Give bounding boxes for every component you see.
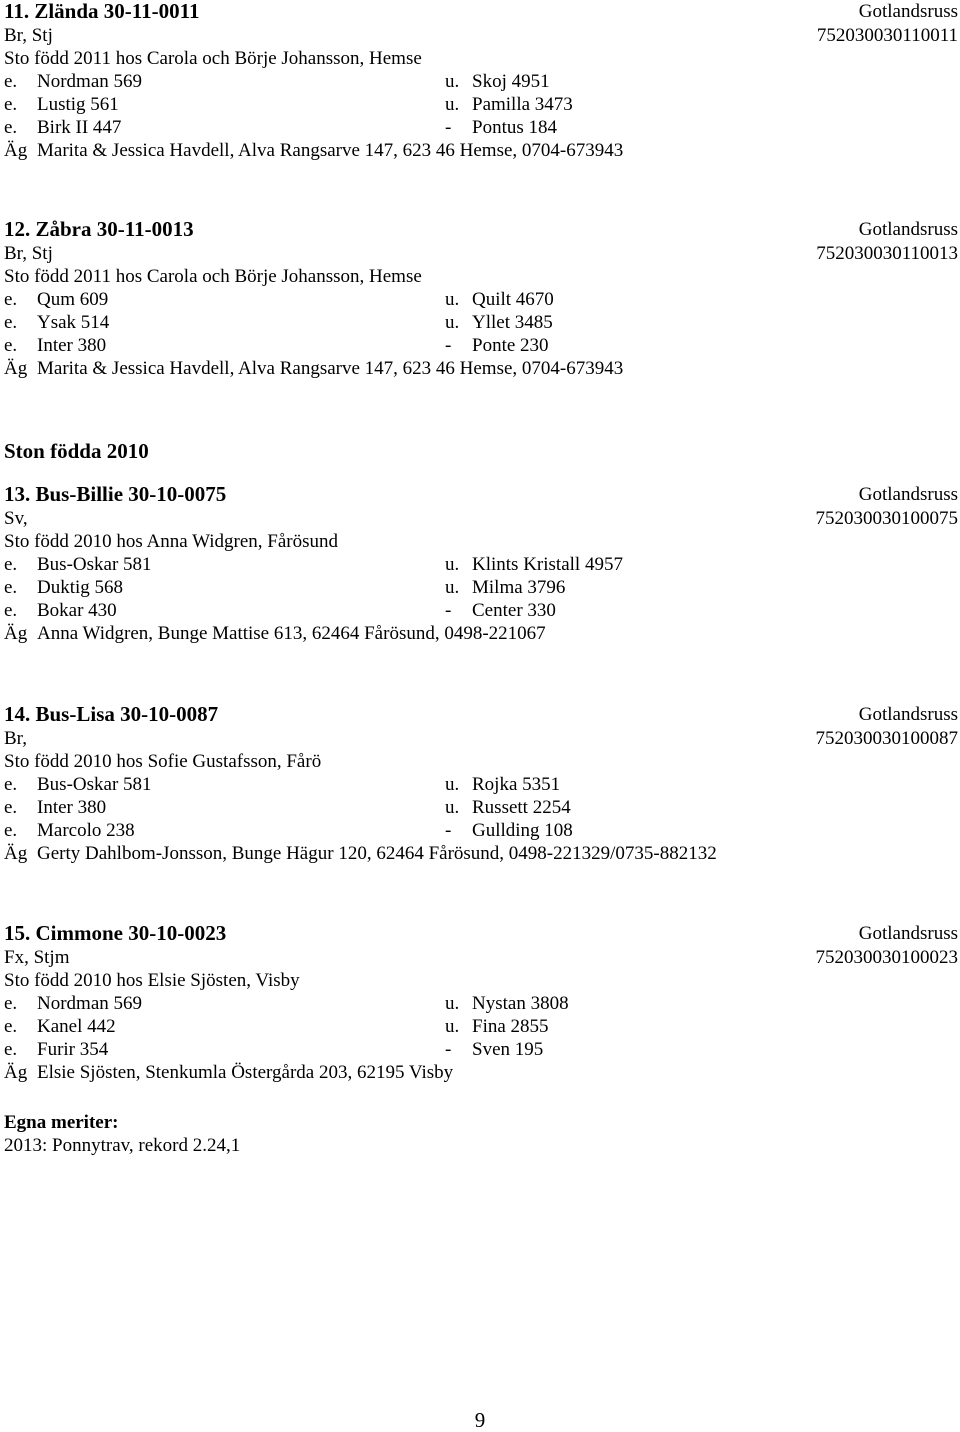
coat-color: Fx, Stjm: [4, 947, 70, 968]
coat-color: Sv,: [4, 508, 28, 529]
pedigree-row: e. Inter 380 - Ponte 230: [4, 335, 549, 356]
owner-row: [4, 842, 958, 865]
breed: Gotlandsruss: [858, 484, 958, 505]
coat-color: Br,: [4, 728, 27, 749]
grand-sire: Furir 354: [37, 1039, 109, 1060]
pedigree-row: e. Birk II 447 - Pontus 184: [4, 117, 557, 138]
dams-sire: Inter 380: [37, 797, 107, 818]
grand-dam-sire: Center 330: [472, 600, 556, 621]
breed: Gotlandsruss: [858, 923, 958, 944]
pedigree-row: e. Furir 354 - Sven 195: [4, 1039, 544, 1060]
pedigree-row: e. Inter 380 u. Russett 2254: [4, 797, 571, 818]
sire: Nordman 569: [37, 993, 143, 1014]
dams-sire: Duktig 568: [37, 577, 124, 598]
grand-sire: Birk II 447: [37, 117, 122, 138]
registration-number: 752030030100023: [815, 947, 958, 968]
owner-label: Äg: [4, 843, 28, 864]
horse-title: 14. Bus-Lisa 30-10-0087: [4, 702, 219, 726]
merits-heading: Egna meriter:: [4, 1112, 119, 1133]
dams-sire: Ysak 514: [37, 312, 110, 333]
owner-info: Marita & Jessica Havdell, Alva Rangsarve 147, 623 46 Hemse, 0704-673943: [37, 140, 624, 161]
owner-info: Gerty Dahlbom-Jonsson, Bunge Hägur 120, 62464 Fårösund, 0498-221329/0735-882132: [37, 843, 717, 864]
pedigree-row: e. Bus-Oskar 581 u. Rojka 5351: [4, 774, 561, 795]
dam: Rojka 5351: [472, 774, 561, 795]
dams-sire: Lustig 561: [37, 94, 119, 115]
owner-row: [4, 139, 958, 162]
sire: Nordman 569: [37, 71, 143, 92]
sire: Qum 609: [37, 289, 109, 310]
owner-row: [4, 622, 958, 645]
pedigree-row: e. Nordman 569 u. Skoj 4951: [4, 71, 550, 92]
owner-label: Äg: [4, 1062, 28, 1083]
horse-entry-15: [4, 922, 958, 1084]
owner-label: Äg: [4, 140, 28, 161]
merits-block: [4, 1111, 240, 1157]
registration-number: 752030030110011: [816, 25, 958, 46]
registration-number: 752030030100075: [815, 508, 958, 529]
pedigree-row: e. Bus-Oskar 581 u. Klints Kristall 4957: [4, 554, 623, 575]
coat-color: Br, Stj: [4, 243, 53, 264]
horse-title: 11. Zlända 30-11-0011: [4, 0, 200, 23]
owner-label: Äg: [4, 358, 28, 379]
section-heading: Ston födda 2010: [4, 439, 149, 463]
horse-entry-14: [4, 703, 958, 865]
sire: Bus-Oskar 581: [37, 774, 152, 795]
pedigree-row: e. Ysak 514 u. Yllet 3485: [4, 312, 553, 333]
horse-title: 13. Bus-Billie 30-10-0075: [4, 482, 227, 506]
birth-info: Sto född 2011 hos Carola och Börje Johansson, Hemse: [4, 48, 422, 69]
dams-dam: Milma 3796: [472, 577, 566, 598]
grand-dam-sire: Sven 195: [472, 1039, 544, 1060]
grand-dam-sire: Gullding 108: [472, 820, 573, 841]
owner-row: [4, 357, 958, 380]
sire: Bus-Oskar 581: [37, 554, 152, 575]
pedigree-row: e. Lustig 561 u. Pamilla 3473: [4, 94, 573, 115]
birth-info: Sto född 2011 hos Carola och Börje Johansson, Hemse: [4, 266, 422, 287]
dam: Quilt 4670: [472, 289, 554, 310]
page-number: 9: [474, 1408, 486, 1432]
owner-info: Anna Widgren, Bunge Mattise 613, 62464 Fårösund, 0498-221067: [37, 623, 546, 644]
breed: Gotlandsruss: [858, 1, 958, 22]
grand-dam-sire: Pontus 184: [472, 117, 557, 138]
registration-number: 752030030100087: [815, 728, 958, 749]
pedigree-row: e. Nordman 569 u. Nystan 3808: [4, 993, 569, 1014]
dams-sire: Kanel 442: [37, 1016, 116, 1037]
birth-info: Sto född 2010 hos Elsie Sjösten, Visby: [4, 970, 300, 991]
dams-dam: Pamilla 3473: [472, 94, 573, 115]
pedigree-row: e. Duktig 568 u. Milma 3796: [4, 577, 566, 598]
dams-dam: Russett 2254: [472, 797, 571, 818]
pedigree-row: e. Marcolo 238 - Gullding 108: [4, 820, 573, 841]
birth-info: Sto född 2010 hos Anna Widgren, Fårösund: [4, 531, 339, 552]
pedigree-row: e. Bokar 430 - Center 330: [4, 600, 556, 621]
grand-sire: Marcolo 238: [37, 820, 135, 841]
dams-dam: Fina 2855: [472, 1016, 549, 1037]
owner-label: Äg: [4, 623, 28, 644]
grand-dam-sire: Ponte 230: [472, 335, 549, 356]
breed: Gotlandsruss: [858, 219, 958, 240]
grand-sire: Inter 380: [37, 335, 107, 356]
horse-title: 12. Zåbra 30-11-0013: [4, 217, 194, 241]
dam: Klints Kristall 4957: [472, 554, 623, 575]
birth-info: Sto född 2010 hos Sofie Gustafsson, Fårö: [4, 751, 322, 772]
horse-entry-11: [4, 0, 958, 162]
pedigree-row: e. Kanel 442 u. Fina 2855: [4, 1016, 549, 1037]
grand-sire: Bokar 430: [37, 600, 117, 621]
dams-dam: Yllet 3485: [472, 312, 553, 333]
dam: Skoj 4951: [472, 71, 550, 92]
breed: Gotlandsruss: [858, 704, 958, 725]
coat-color: Br, Stj: [4, 25, 53, 46]
horse-entry-12: [4, 218, 958, 380]
owner-info: Elsie Sjösten, Stenkumla Östergårda 203, 62195 Visby: [37, 1062, 454, 1083]
horse-title: 15. Cimmone 30-10-0023: [4, 921, 227, 945]
dam: Nystan 3808: [472, 993, 569, 1014]
registration-number: 752030030110013: [816, 243, 958, 264]
horse-entry-13: [4, 483, 958, 645]
merits-text: 2013: Ponnytrav, rekord 2.24,1: [4, 1135, 241, 1156]
owner-row: [4, 1061, 958, 1084]
pedigree-row: e. Qum 609 u. Quilt 4670: [4, 289, 554, 310]
owner-info: Marita & Jessica Havdell, Alva Rangsarve 147, 623 46 Hemse, 0704-673943: [37, 358, 624, 379]
